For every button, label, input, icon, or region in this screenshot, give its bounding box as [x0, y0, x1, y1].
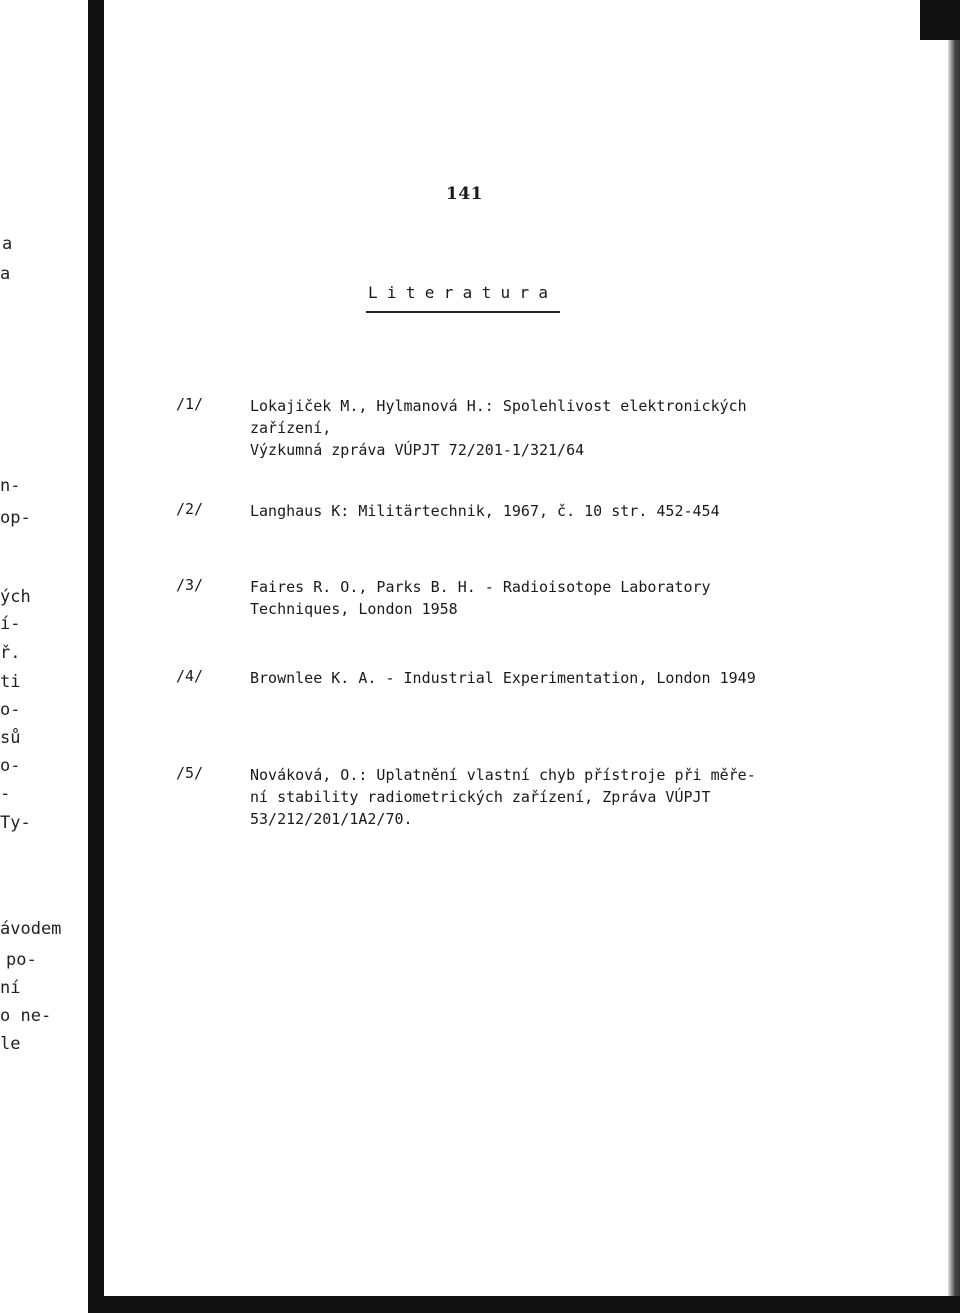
fragment-text: -	[0, 784, 11, 804]
reference-line: Výzkumná zpráva VÚPJT 72/201-1/321/64	[250, 441, 585, 459]
section-heading: Literatura	[368, 283, 558, 302]
reference-text	[250, 667, 756, 689]
reference-line: Nováková, O.: Uplatnění vlastní chyb přístroje při měře-	[250, 766, 756, 784]
fragment-text: ř.	[0, 643, 21, 663]
fragment-text: sů	[0, 728, 21, 748]
scan-right-edge	[948, 0, 960, 1313]
reference-number: /3/	[176, 576, 204, 594]
reference-number: /5/	[176, 764, 204, 782]
reference-line: 53/212/201/1A2/70.	[250, 810, 413, 828]
scan-binding-shadow	[88, 0, 104, 1313]
previous-page-fragment	[0, 0, 88, 1313]
fragment-text: ní	[0, 978, 21, 998]
reference-line: Brownlee K. A. - Industrial Experimentation, London 1949	[250, 669, 756, 687]
reference-text	[250, 576, 711, 620]
heading-underline	[366, 311, 560, 313]
reference-text	[250, 500, 720, 522]
reference-line: Langhaus K: Militärtechnik, 1967, č. 10 str. 452-454	[250, 502, 720, 520]
fragment-text: ých	[0, 587, 31, 607]
fragment-text: Ty-	[0, 813, 31, 833]
reference-line: Techniques, London 1958	[250, 600, 458, 618]
page-number: 141	[446, 184, 483, 204]
fragment-text: op-	[0, 508, 31, 528]
fragment-text: n-	[0, 476, 21, 496]
fragment-text: a	[0, 264, 11, 284]
fragment-text: o ne-	[0, 1006, 52, 1026]
reference-text	[250, 764, 756, 830]
reference-number: /1/	[176, 395, 204, 413]
scan-bottom-edge	[88, 1296, 960, 1313]
reference-line: Lokajiček M., Hylmanová H.: Spolehlivost elektronických	[250, 397, 747, 415]
reference-number: /2/	[176, 500, 204, 518]
reference-line: zařízení,	[250, 419, 332, 437]
fragment-text: ti	[0, 672, 21, 692]
fragment-text: o-	[0, 700, 21, 720]
reference-line: Faires R. O., Parks B. H. - Radioisotope Laboratory	[250, 578, 711, 596]
fragment-text: a	[2, 234, 13, 254]
scan-corner-shadow	[920, 0, 960, 40]
reference-line: ní stability radiometrických zařízení, Zpráva VÚPJT	[250, 788, 711, 806]
fragment-text: le	[0, 1034, 21, 1054]
reference-number: /4/	[176, 667, 204, 685]
fragment-text: po-	[6, 950, 37, 970]
fragment-text: ávodem	[0, 919, 62, 939]
fragment-text: í-	[0, 614, 21, 634]
fragment-text: o-	[0, 756, 21, 776]
reference-text	[250, 395, 747, 461]
